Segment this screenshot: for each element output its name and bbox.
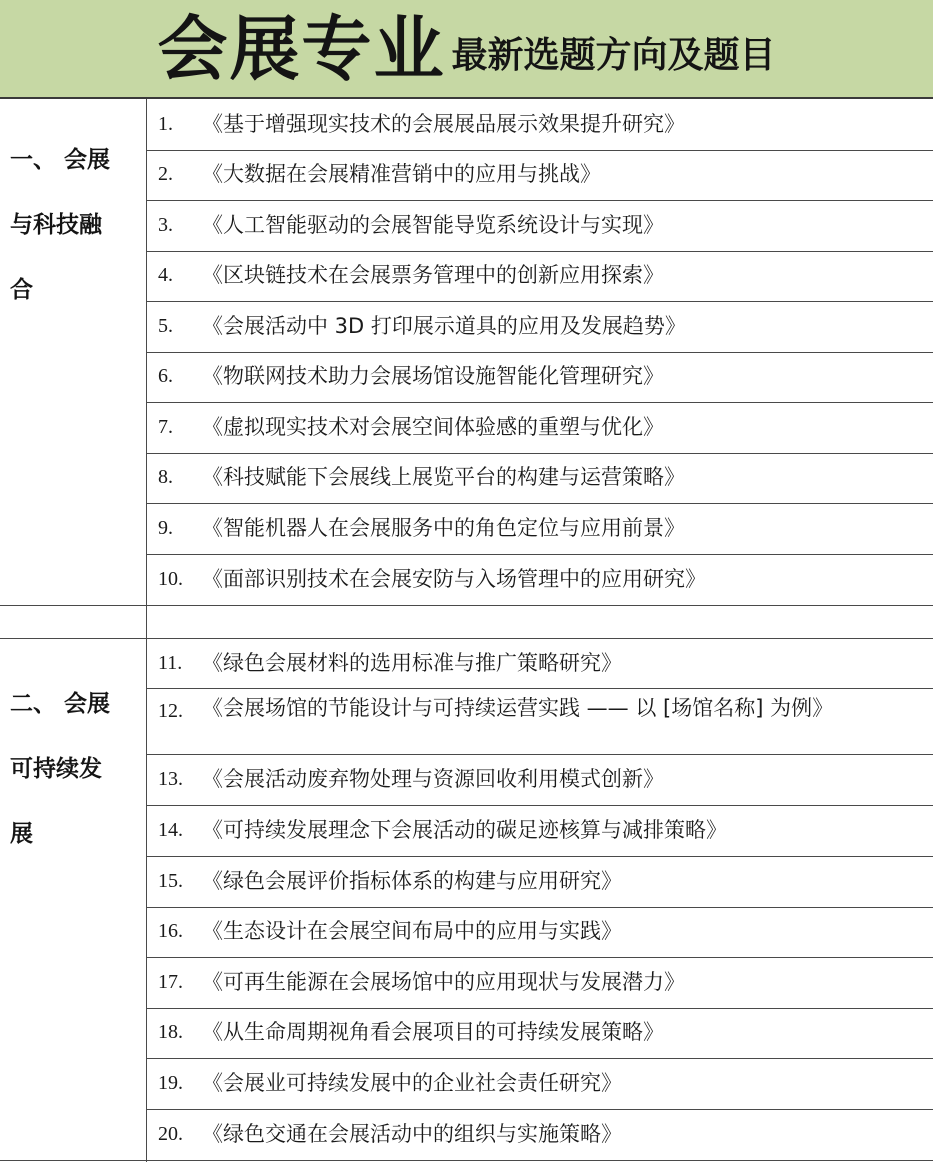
topic-row	[148, 352, 933, 402]
topic-number: 11.	[158, 651, 183, 674]
topic-row	[148, 200, 933, 251]
topic-number: 4.	[158, 264, 173, 286]
column-divider	[146, 99, 147, 1162]
topic-row	[148, 1008, 933, 1058]
topic-title: 《物联网技术助力会展场馆设施智能化管理研究》	[202, 364, 664, 388]
topic-title: 《会展活动废弃物处理与资源回收利用模式创新》	[202, 766, 664, 791]
topic-row	[148, 957, 933, 1008]
topic-row	[148, 907, 933, 957]
topic-title: 《会展场馆的节能设计与可持续运营实践 —— 以 [场馆名称] 为例》	[202, 696, 834, 720]
topic-title: 《面部识别技术在会展安防与入场管理中的应用研究》	[202, 566, 706, 591]
topic-title: 《虚拟现实技术对会展空间体验感的重塑与优化》	[202, 414, 664, 439]
topic-number: 7.	[158, 415, 173, 438]
category-1	[10, 128, 140, 323]
topic-row	[148, 301, 933, 352]
topic-row	[148, 1109, 933, 1160]
category-1-line: 一、 会展	[10, 147, 111, 173]
topic-title: 《科技赋能下会展线上展览平台的构建与运营策略》	[202, 465, 685, 489]
topic-row	[148, 856, 933, 907]
topic-title: 《生态设计在会展空间布局中的应用与实践》	[202, 919, 622, 943]
topic-number: 20.	[158, 1122, 183, 1145]
table-bottom-border	[0, 1160, 933, 1161]
topic-title: 《会展活动中 3D 打印展示道具的应用及发展趋势》	[202, 313, 686, 338]
topic-number: 13.	[158, 767, 183, 790]
topic-title: 《人工智能驱动的会展智能导览系统设计与实现》	[202, 212, 664, 237]
topic-title: 《绿色会展评价指标体系的构建与应用研究》	[202, 868, 622, 893]
topic-number: 15.	[158, 869, 183, 892]
topic-number: 2.	[158, 163, 173, 185]
topic-number: 17.	[158, 970, 183, 993]
header-banner	[0, 0, 933, 99]
topic-number: 8.	[158, 466, 173, 488]
topic-number: 12.	[158, 700, 183, 722]
topic-title: 《基于增强现实技术的会展展品展示效果提升研究》	[202, 112, 685, 136]
topic-title: 《智能机器人在会展服务中的角色定位与应用前景》	[202, 515, 685, 540]
topic-number: 18.	[158, 1021, 183, 1043]
topic-number: 6.	[158, 365, 173, 387]
topic-number: 10.	[158, 567, 183, 590]
topic-row	[148, 554, 933, 605]
topic-title: 《绿色会展材料的选用标准与推广策略研究》	[202, 650, 622, 675]
category-1-line: 与科技融	[10, 212, 102, 238]
category-2-line: 二、 会展	[10, 691, 111, 717]
topic-row	[148, 688, 933, 754]
topic-title: 《大数据在会展精准营销中的应用与挑战》	[202, 162, 601, 186]
topic-title: 《可持续发展理念下会展活动的碳足迹核算与减排策略》	[202, 817, 727, 842]
topic-row	[148, 1058, 933, 1109]
header-title-main: 会展专业	[157, 7, 446, 90]
topic-number: 14.	[158, 818, 183, 841]
section-divider	[0, 605, 933, 606]
topic-row	[148, 251, 933, 301]
topic-row	[148, 639, 933, 688]
topic-number: 19.	[158, 1071, 183, 1094]
topic-number: 16.	[158, 920, 183, 942]
topic-number: 1.	[158, 113, 173, 135]
topic-number: 5.	[158, 314, 173, 337]
topic-title: 《区块链技术在会展票务管理中的创新应用探索》	[202, 263, 664, 287]
topic-title: 《可再生能源在会展场馆中的应用现状与发展潜力》	[202, 969, 685, 994]
category-2-line: 可持续发	[10, 756, 102, 782]
topic-number: 9.	[158, 516, 173, 539]
topic-row	[148, 503, 933, 554]
topic-title: 《从生命周期视角看会展项目的可持续发展策略》	[202, 1020, 664, 1044]
topic-row	[148, 100, 933, 150]
category-2-line: 展	[10, 821, 33, 847]
topic-number: 3.	[158, 213, 173, 236]
topic-row	[148, 754, 933, 805]
topic-title: 《会展业可持续发展中的企业社会责任研究》	[202, 1070, 622, 1095]
header-title-sub: 最新选题方向及题目	[451, 34, 776, 76]
category-1-line: 合	[10, 277, 33, 303]
topic-row	[148, 150, 933, 200]
topic-row	[148, 453, 933, 503]
topic-row	[148, 402, 933, 453]
topic-title: 《绿色交通在会展活动中的组织与实施策略》	[202, 1121, 622, 1146]
topic-row	[148, 805, 933, 856]
category-2	[10, 672, 140, 867]
